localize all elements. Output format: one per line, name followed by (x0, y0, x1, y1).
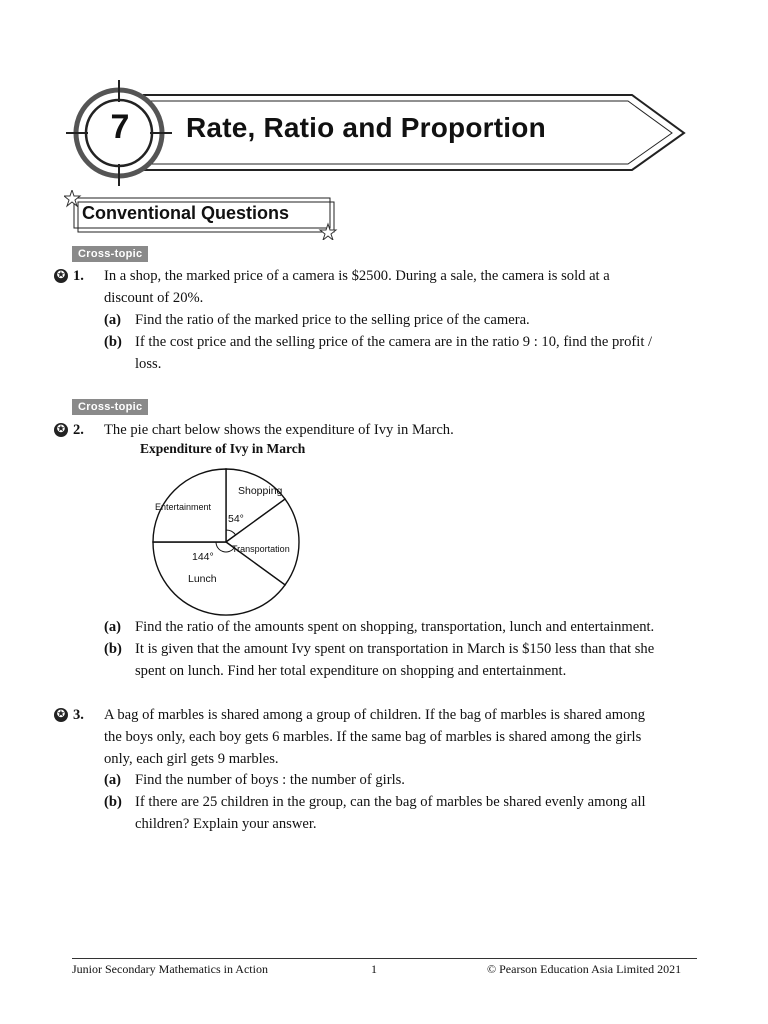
pie-label-lunch: Lunch (188, 573, 217, 585)
part-text: If the cost price and the selling price of the camera are in the ratio 9 : 10, find the profit / loss. (135, 334, 653, 372)
part-label: (b) (104, 334, 122, 350)
part-text: It is given that the amount Ivy spent on transportation in March is $150 less than that she spent on lunch. Find her total expenditure on shopping and entertainment. (135, 641, 655, 679)
chapter-number: 7 (110, 108, 130, 146)
pie-label-entertainment: Entertainment (155, 502, 212, 512)
part-text: Find the ratio of the marked price to the selling price of the camera. (135, 312, 530, 328)
part-label: (a) (104, 312, 122, 328)
star-circle-icon: ✪ (54, 423, 68, 437)
page-number: 1 (371, 962, 377, 976)
question-number: 1. (73, 268, 84, 284)
part-label: (a) (104, 619, 122, 635)
footer-divider (72, 958, 697, 959)
question-number: 3. (73, 707, 84, 723)
pie-angle-label-lunch: 144° (192, 551, 214, 563)
part-label: (b) (104, 794, 122, 810)
pie-label-transportation: Transportation (232, 544, 290, 554)
question-number: 2. (73, 422, 84, 438)
cross-topic-tag: Cross-topic (72, 246, 148, 262)
pie-angle-label-shopping: 54° (228, 513, 244, 525)
question-stem: The pie chart below shows the expenditure of Ivy in March. (104, 422, 454, 438)
pie-chart (140, 466, 310, 618)
pie-label-shopping: Shopping (238, 485, 283, 497)
footer-copyright: © Pearson Education Asia Limited 2021 (487, 962, 682, 976)
star-circle-icon: ✪ (54, 708, 68, 722)
part-text: Find the number of boys : the number of girls. (135, 772, 405, 788)
question-stem: A bag of marbles is shared among a group of children. If the bag of marbles is shared among the boys only, each boy gets 6 marbles. If the same bag of marbles is shared among the girls only, each girl gets 9 marbles. (104, 707, 646, 767)
section-title: Conventional Questions (82, 203, 290, 223)
star-circle-icon: ✪ (54, 269, 68, 283)
footer-book-title: Junior Secondary Mathematics in Action (72, 962, 268, 976)
part-label: (a) (104, 772, 122, 788)
part-text: If there are 25 children in the group, can the bag of marbles be shared evenly among all children? Explain your answer. (135, 794, 646, 832)
chapter-title: Rate, Ratio and Proportion (186, 112, 546, 143)
cross-topic-tag: Cross-topic (72, 399, 148, 415)
part-text: Find the ratio of the amounts spent on shopping, transportation, lunch and entertainment. (135, 619, 655, 635)
part-label: (b) (104, 641, 122, 657)
question-stem: In a shop, the marked price of a camera is $2500. During a sale, the camera is sold at a discount of 20%. (104, 268, 610, 306)
chart-title: Expenditure of Ivy in March (140, 441, 306, 456)
